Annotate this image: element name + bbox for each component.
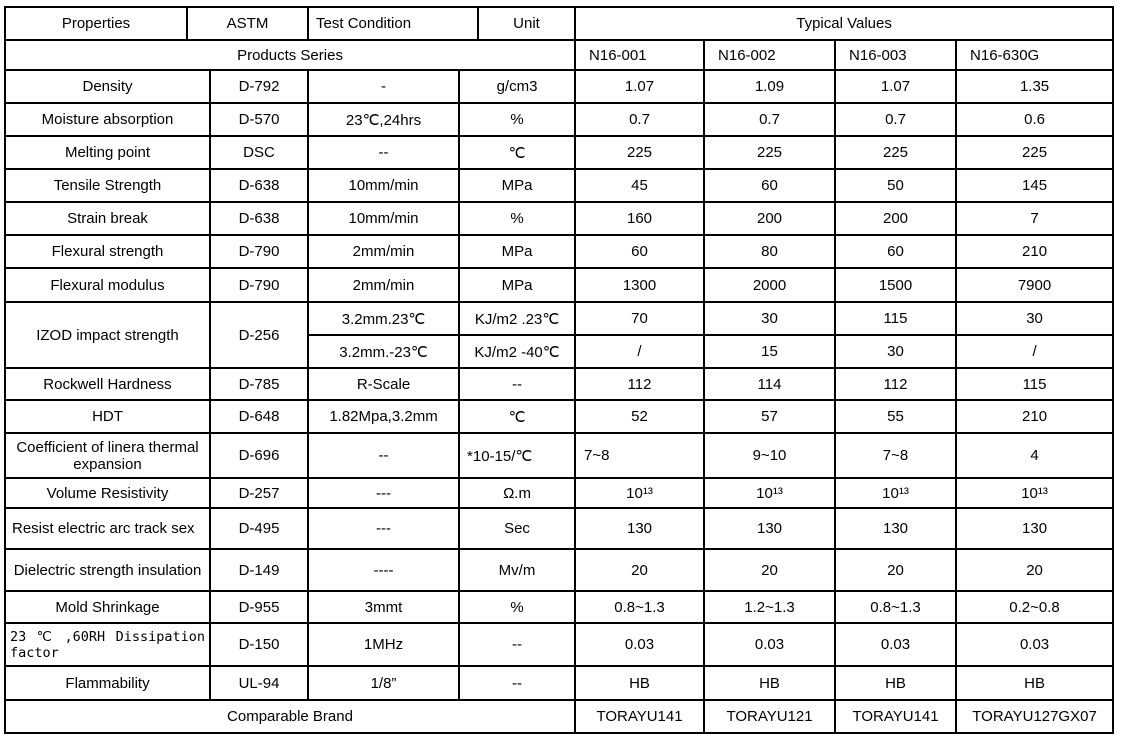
property-cell: Flexural modulus [5, 268, 210, 302]
property-cell: Coefficient of linera thermal expansion [5, 433, 210, 478]
unit-cell: KJ/m2 -40℃ [459, 335, 575, 368]
astm-cell: D-150 [210, 623, 308, 666]
property-cell: Dielectric strength insulation [5, 549, 210, 591]
astm-cell: D-570 [210, 103, 308, 136]
value-cell: 114 [704, 368, 835, 400]
value-cell: 60 [704, 169, 835, 202]
brand-cell: TORAYU121 [704, 700, 835, 733]
value-cell: 20 [835, 549, 956, 591]
test-condition-cell: --- [308, 478, 459, 508]
value-cell: 52 [575, 400, 704, 433]
value-cell: 115 [956, 368, 1113, 400]
value-cell: 1500 [835, 268, 956, 302]
astm-cell: D-638 [210, 202, 308, 235]
test-condition-cell: 2mm/min [308, 268, 459, 302]
astm-cell: D-790 [210, 268, 308, 302]
test-condition-cell: 2mm/min [308, 235, 459, 268]
value-cell: 10¹³ [704, 478, 835, 508]
test-condition-cell: 23℃,24hrs [308, 103, 459, 136]
unit-cell: MPa [459, 268, 575, 302]
value-cell: 70 [575, 302, 704, 335]
value-cell: 115 [835, 302, 956, 335]
value-cell: 7~8 [835, 433, 956, 478]
property-cell: Volume Resistivity [5, 478, 210, 508]
value-cell: 55 [835, 400, 956, 433]
col-header-unit: Unit [478, 7, 575, 40]
table-row-hdt [5, 400, 1113, 433]
test-condition-cell: ---- [308, 549, 459, 591]
value-cell: 0.8~1.3 [575, 591, 704, 623]
property-cell: IZOD impact strength [5, 302, 210, 368]
value-cell: 1.2~1.3 [704, 591, 835, 623]
test-condition-cell: 3.2mm.23℃ [308, 302, 459, 335]
unit-cell: g/cm3 [459, 70, 575, 103]
value-cell: 112 [835, 368, 956, 400]
value-cell: 1300 [575, 268, 704, 302]
value-cell: 10¹³ [575, 478, 704, 508]
value-cell: 20 [575, 549, 704, 591]
astm-cell: D-790 [210, 235, 308, 268]
unit-cell: *10-15/℃ [459, 433, 575, 478]
table-row-rockwell-hardness [5, 368, 1113, 400]
value-cell: 10¹³ [956, 478, 1113, 508]
value-cell: HB [956, 666, 1113, 700]
table-row-flammability [5, 666, 1113, 700]
value-cell: 0.7 [575, 103, 704, 136]
astm-cell: DSC [210, 136, 308, 169]
value-cell: 20 [956, 549, 1113, 591]
value-cell: 0.03 [835, 623, 956, 666]
value-cell: 200 [704, 202, 835, 235]
value-cell: 1.07 [835, 70, 956, 103]
table-row-dissipation-factor [5, 623, 1113, 666]
value-cell: 130 [575, 508, 704, 549]
product-header-n16-003: N16-003 [835, 40, 956, 70]
table-row-thermal-expansion [5, 433, 1113, 478]
product-header-n16-002: N16-002 [704, 40, 835, 70]
col-header-typical-values: Typical Values [575, 7, 1113, 40]
test-condition-cell: -- [308, 136, 459, 169]
value-cell: HB [575, 666, 704, 700]
col-header-astm: ASTM [187, 7, 308, 40]
property-cell: Flammability [5, 666, 210, 700]
value-cell: 60 [575, 235, 704, 268]
brand-cell: TORAYU141 [835, 700, 956, 733]
astm-cell: UL-94 [210, 666, 308, 700]
property-cell: Mold Shrinkage [5, 591, 210, 623]
products-series-row [5, 40, 1113, 70]
table-row-flexural-strength [5, 235, 1113, 268]
astm-cell: D-792 [210, 70, 308, 103]
test-condition-cell: 1.82Mpa,3.2mm [308, 400, 459, 433]
value-cell: 0.8~1.3 [835, 591, 956, 623]
table-row-flexural-modulus [5, 268, 1113, 302]
value-cell: 30 [835, 335, 956, 368]
brand-cell: TORAYU141 [575, 700, 704, 733]
test-condition-cell: 1/8” [308, 666, 459, 700]
property-cell: Strain break [5, 202, 210, 235]
unit-cell: % [459, 591, 575, 623]
unit-cell: KJ/m2 .23℃ [459, 302, 575, 335]
unit-cell: ℃ [459, 136, 575, 169]
property-cell: 23 ℃ ,60RH Dissipation factor [5, 623, 210, 666]
property-cell: HDT [5, 400, 210, 433]
value-cell: 45 [575, 169, 704, 202]
unit-cell: % [459, 202, 575, 235]
astm-cell: D-648 [210, 400, 308, 433]
value-cell: 0.7 [704, 103, 835, 136]
value-cell: 0.6 [956, 103, 1113, 136]
table-row-volume-resistivity [5, 478, 1113, 508]
unit-cell: -- [459, 368, 575, 400]
astm-cell: D-785 [210, 368, 308, 400]
value-cell: 1.07 [575, 70, 704, 103]
unit-cell: ℃ [459, 400, 575, 433]
products-series-label: Products Series [5, 40, 575, 70]
value-cell: 10¹³ [835, 478, 956, 508]
value-cell: 7 [956, 202, 1113, 235]
table-row-tensile-strength [5, 169, 1113, 202]
astm-cell: D-256 [210, 302, 308, 368]
table-row-dielectric-strength [5, 549, 1113, 591]
value-cell: 80 [704, 235, 835, 268]
property-cell: Resist electric arc track sex [5, 508, 210, 549]
product-header-n16-001: N16-001 [575, 40, 704, 70]
property-cell: Moisture absorption [5, 103, 210, 136]
unit-cell: % [459, 103, 575, 136]
test-condition-cell: 3.2mm.-23℃ [308, 335, 459, 368]
table-row-moisture-absorption [5, 103, 1113, 136]
astm-cell: D-638 [210, 169, 308, 202]
unit-cell: Mv/m [459, 549, 575, 591]
value-cell: 0.7 [835, 103, 956, 136]
table-row-melting-point [5, 136, 1113, 169]
test-condition-cell: -- [308, 433, 459, 478]
value-cell: 210 [956, 235, 1113, 268]
value-cell: 200 [835, 202, 956, 235]
table-row-mold-shrinkage [5, 591, 1113, 623]
test-condition-cell: R-Scale [308, 368, 459, 400]
test-condition-cell: 10mm/min [308, 169, 459, 202]
value-cell: / [956, 335, 1113, 368]
unit-cell: MPa [459, 235, 575, 268]
value-cell: 57 [704, 400, 835, 433]
value-cell: 0.2~0.8 [956, 591, 1113, 623]
property-cell: Flexural strength [5, 235, 210, 268]
product-header-n16-630g: N16-630G [956, 40, 1113, 70]
value-cell: 2000 [704, 268, 835, 302]
value-cell: 130 [835, 508, 956, 549]
unit-cell: Sec [459, 508, 575, 549]
value-cell: 225 [704, 136, 835, 169]
value-cell: 30 [956, 302, 1113, 335]
astm-cell: D-149 [210, 549, 308, 591]
value-cell: 225 [575, 136, 704, 169]
table-row-arc-resistance [5, 508, 1113, 549]
col-header-test-condition: Test Condition [308, 7, 478, 40]
value-cell: 60 [835, 235, 956, 268]
value-cell: HB [835, 666, 956, 700]
value-cell: 1.35 [956, 70, 1113, 103]
value-cell: 130 [704, 508, 835, 549]
test-condition-cell: --- [308, 508, 459, 549]
col-header-properties: Properties [5, 7, 187, 40]
value-cell: 1.09 [704, 70, 835, 103]
value-cell: 50 [835, 169, 956, 202]
table-row-strain-break [5, 202, 1113, 235]
value-cell: HB [704, 666, 835, 700]
test-condition-cell: 10mm/min [308, 202, 459, 235]
unit-cell: -- [459, 623, 575, 666]
value-cell: 30 [704, 302, 835, 335]
value-cell: 210 [956, 400, 1113, 433]
property-cell: Rockwell Hardness [5, 368, 210, 400]
comparable-brand-label: Comparable Brand [5, 700, 575, 733]
value-cell: / [575, 335, 704, 368]
comparable-brand-row [5, 700, 1113, 733]
test-condition-cell: - [308, 70, 459, 103]
material-properties-table [4, 6, 1114, 734]
value-cell: 225 [835, 136, 956, 169]
value-cell: 7900 [956, 268, 1113, 302]
astm-cell: D-257 [210, 478, 308, 508]
value-cell: 7~8 [575, 433, 704, 478]
value-cell: 0.03 [704, 623, 835, 666]
value-cell: 160 [575, 202, 704, 235]
test-condition-cell: 1MHz [308, 623, 459, 666]
value-cell: 20 [704, 549, 835, 591]
value-cell: 0.03 [956, 623, 1113, 666]
value-cell: 0.03 [575, 623, 704, 666]
value-cell: 225 [956, 136, 1113, 169]
value-cell: 145 [956, 169, 1113, 202]
value-cell: 130 [956, 508, 1113, 549]
astm-cell: D-955 [210, 591, 308, 623]
table-row-izod-23c [5, 302, 1113, 335]
brand-cell: TORAYU127GX07 [956, 700, 1113, 733]
property-cell: Melting point [5, 136, 210, 169]
test-condition-cell: 3mmt [308, 591, 459, 623]
value-cell: 112 [575, 368, 704, 400]
astm-cell: D-696 [210, 433, 308, 478]
unit-cell: Ω.m [459, 478, 575, 508]
unit-cell: -- [459, 666, 575, 700]
value-cell: 15 [704, 335, 835, 368]
value-cell: 9~10 [704, 433, 835, 478]
property-cell: Tensile Strength [5, 169, 210, 202]
unit-cell: MPa [459, 169, 575, 202]
property-cell: Density [5, 70, 210, 103]
value-cell: 4 [956, 433, 1113, 478]
table-row-density [5, 70, 1113, 103]
astm-cell: D-495 [210, 508, 308, 549]
header-row [5, 7, 1113, 40]
